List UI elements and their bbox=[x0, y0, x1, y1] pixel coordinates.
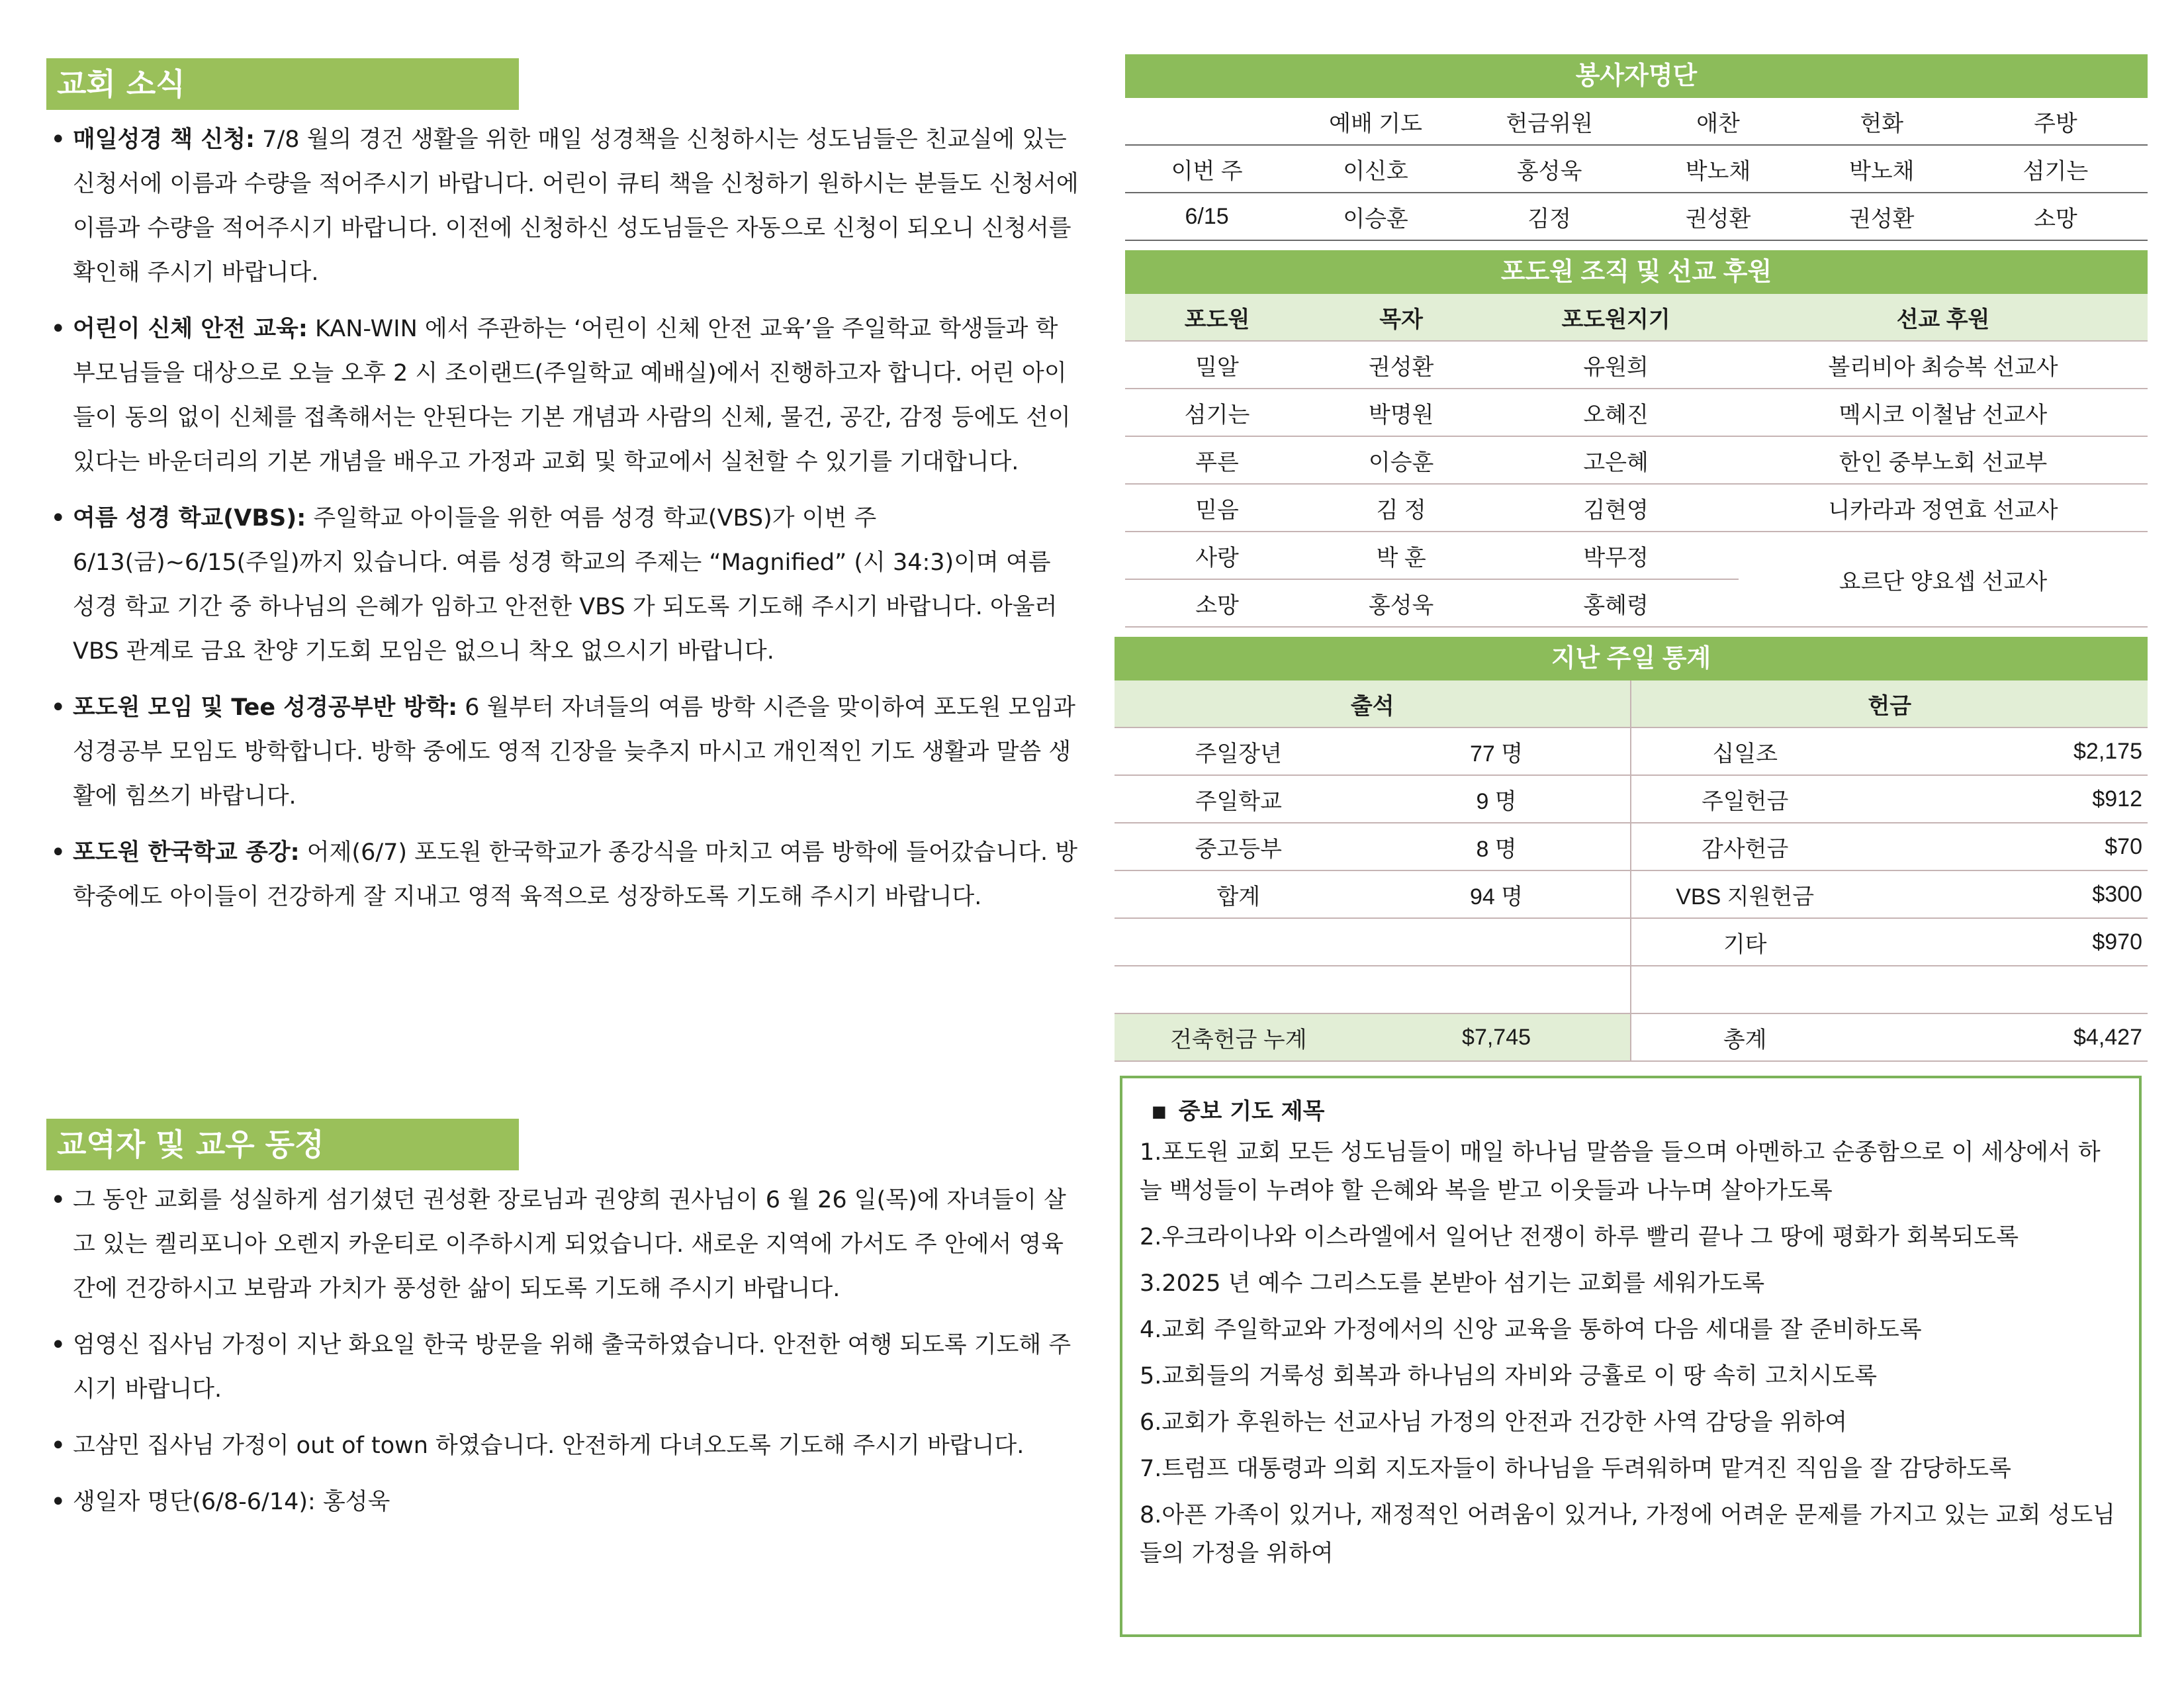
volunteers-title: 봉사자명단 bbox=[1125, 54, 2148, 98]
stats-row bbox=[1115, 966, 2148, 1013]
stats-header-row: 출석 헌금 bbox=[1115, 680, 2148, 727]
news-item: • 어린이 신체 안전 교육: KAN-WIN 에서 주관하는 ‘어린이 신체 안전 교육’을 주일학교 학생들과 학부모님들을 대상으로 오늘 오후 2 시 조이랜드(주일학교 예배실)에서 진행하고자 합니다. 어린 아이들이 동의 없이 신체를 접촉해서는 안된다는 기본 개념과 사람의 신체, 물건, 공간, 감정 등에도 선이 있다는 바운더리의 기본 개념을 배우고 가정과 교회 및 학교에서 실천할 수 있기를 기대합니다. bbox=[46, 307, 1079, 485]
prayer-item: 1.포도원 교회 모든 성도님들이 매일 하나님 말씀을 들으며 아멘하고 순종함으로 이 세상에서 하늘 백성들이 누려야 할 은혜와 복을 받고 이웃들과 나누며 살아가도록 bbox=[1140, 1139, 2101, 1204]
stats-row: 주일학교 9 명 주일헌금 $912 bbox=[1115, 775, 2148, 823]
stats-table bbox=[1115, 680, 2148, 1062]
members-news-list bbox=[46, 1178, 1079, 1524]
members-news-section bbox=[46, 1119, 1079, 1536]
members-item: • 엄영신 집사님 가정이 지난 화요일 한국 방문을 위해 출국하였습니다. 안전한 여행 되도록 기도해 주시기 바랍니다. bbox=[46, 1323, 1079, 1412]
church-news-list bbox=[46, 118, 1079, 919]
prayer-item: 8.아픈 가족이 있거나, 재정적인 어려움이 있거나, 가정에 어려운 문제를 가지고 있는 교회 성도님들의 가정을 위하여 bbox=[1140, 1502, 2115, 1567]
prayer-title: ■ 중보 기도 제목 bbox=[1152, 1093, 2122, 1125]
volunteers-table bbox=[1125, 98, 2148, 241]
vineyard-title: 포도원 조직 및 선교 후원 bbox=[1125, 250, 2148, 294]
stats-row: 합계 94 명 VBS 지원헌금 $300 bbox=[1115, 870, 2148, 918]
prayer-item: 4.교회 주일학교와 가정에서의 신앙 교육을 통하여 다음 세대를 잘 준비하도록 bbox=[1140, 1317, 1922, 1343]
stats-row: 중고등부 8 명 감사헌금 $70 bbox=[1115, 823, 2148, 870]
prayer-item: 2.우크라이나와 이스라엘에서 일어난 전쟁이 하루 빨리 끝나 그 땅에 평화가 회복되도록 bbox=[1140, 1224, 2019, 1250]
news-item: • 매일성경 책 신청: 7/8 월의 경건 생활을 위한 매일 성경책을 신청하시는 성도님들은 친교실에 있는 신청서에 이름과 수량을 적어주시기 바랍니다. 어린이 큐티 책을 신청하기 원하시는 분들도 신청서에 이름과 수량을 적어주시기 바랍니다. 이전에 신청하신 성도님들은 자동으로 신청이 되오니 신청서를 확인해 주시기 바랍니다. bbox=[46, 118, 1079, 295]
members-item: • 고삼민 집사님 가정이 out of town 하였습니다. 안전하게 다녀오도록 기도해 주시기 바랍니다. bbox=[46, 1424, 1079, 1468]
prayer-item: 5.교회들의 거룩성 회복과 하나님의 자비와 긍휼로 이 땅 속히 고치시도록 bbox=[1140, 1363, 1878, 1389]
vineyard-row: 소망 홍성욱 홍혜령 bbox=[1125, 579, 2148, 627]
news-item: • 여름 성경 학교(VBS): 주일학교 아이들을 위한 여름 성경 학교(VBS)가 이번 주 6/13(금)~6/15(주일)까지 있습니다. 여름 성경 학교의 주제는 “Magnified” (시 34:3)이며 여름 성경 학교 기간 중 하나님의 은혜가 임하고 안전한 VBS 가 되도록 기도해 주시기 바랍니다. 아울러 VBS 관계로 금요 찬양 기도회 모임은 없으니 착오 없으시기 바랍니다. bbox=[46, 496, 1079, 674]
prayer-item: 3.2025 년 예수 그리스도를 본받아 섬기는 교회를 세워가도록 bbox=[1140, 1270, 1765, 1297]
volunteers-row: 6/15 이승훈 김정 권성환 권성환 소망 bbox=[1125, 193, 2148, 240]
stats-row: 주일장년 77 명 십일조 $2,175 bbox=[1115, 727, 2148, 775]
members-item: • 그 동안 교회를 성실하게 섬기셨던 권성환 장로님과 권양희 권사님이 6 월 26 일(목)에 자녀들이 살고 있는 켈리포니아 오렌지 카운티로 이주하시게 되었습니다. 새로운 지역에 가서도 주 안에서 영육간에 건강하시고 보람과 가치가 풍성한 삶이 되도록 기도해 주시기 바랍니다. bbox=[46, 1178, 1079, 1311]
news-item: • 포도원 한국학교 종강: 어제(6/7) 포도원 한국학교가 종강식을 마치고 여름 방학에 들어갔습니다. 방학중에도 아이들이 건강하게 잘 지내고 영적 육적으로 성장하도록 기도해 주시기 바랍니다. bbox=[46, 831, 1079, 919]
prayer-box bbox=[1120, 1076, 2142, 1637]
stats-row: 기타 $970 bbox=[1115, 918, 2148, 966]
vineyard-row: 섬기는 박명원 오혜진 멕시코 이철남 선교사 bbox=[1125, 389, 2148, 436]
stats-title: 지난 주일 통계 bbox=[1115, 637, 2148, 680]
volunteers-row: 이번 주 이신호 홍성욱 박노채 박노채 섬기는 bbox=[1125, 145, 2148, 193]
volunteers-header-row: 예배 기도 헌금위원 애찬 헌화 주방 bbox=[1125, 98, 2148, 145]
prayer-list bbox=[1140, 1133, 2122, 1573]
members-item: • 생일자 명단(6/8-6/14): 홍성욱 bbox=[46, 1480, 1079, 1524]
prayer-item: 6.교회가 후원하는 선교사님 가정의 안전과 건강한 사역 감당을 위하여 bbox=[1140, 1409, 1848, 1436]
church-news-title: 교회 소식 bbox=[46, 58, 519, 110]
vineyard-row: 푸른 이승훈 고은혜 한인 중부노회 선교부 bbox=[1125, 436, 2148, 484]
vineyard-row: 믿음 김 정 김현영 니카라과 정연효 선교사 bbox=[1125, 484, 2148, 532]
news-item: • 포도원 모임 및 Tee 성경공부반 방학: 6 월부터 자녀들의 여름 방학 시즌을 맞이하여 포도원 모임과 성경공부 모임도 방학합니다. 방학 중에도 영적 긴장을 늦추지 마시고 개인적인 기도 생활과 말씀 생활에 힘쓰기 바랍니다. bbox=[46, 686, 1079, 819]
members-news-title: 교역자 및 교우 동정 bbox=[46, 1119, 519, 1170]
vineyard-header-row: 포도원 목자 포도원지기 선교 후원 bbox=[1125, 294, 2148, 341]
vineyard-row: 사랑 박 훈 박무정 요르단 양요셉 선교사 bbox=[1125, 532, 2148, 579]
vineyard-table bbox=[1125, 294, 2148, 628]
stats-footer-row: 건축헌금 누계 $7,745 총계 $4,427 bbox=[1115, 1013, 2148, 1061]
right-column bbox=[1125, 54, 2148, 1062]
vineyard-row: 밀알 권성환 유원희 볼리비아 최승복 선교사 bbox=[1125, 341, 2148, 389]
church-news-section bbox=[46, 58, 1079, 931]
prayer-item: 7.트럼프 대통령과 의회 지도자들이 하나님을 두려워하며 맡겨진 직임을 잘 감당하도록 bbox=[1140, 1456, 2011, 1482]
